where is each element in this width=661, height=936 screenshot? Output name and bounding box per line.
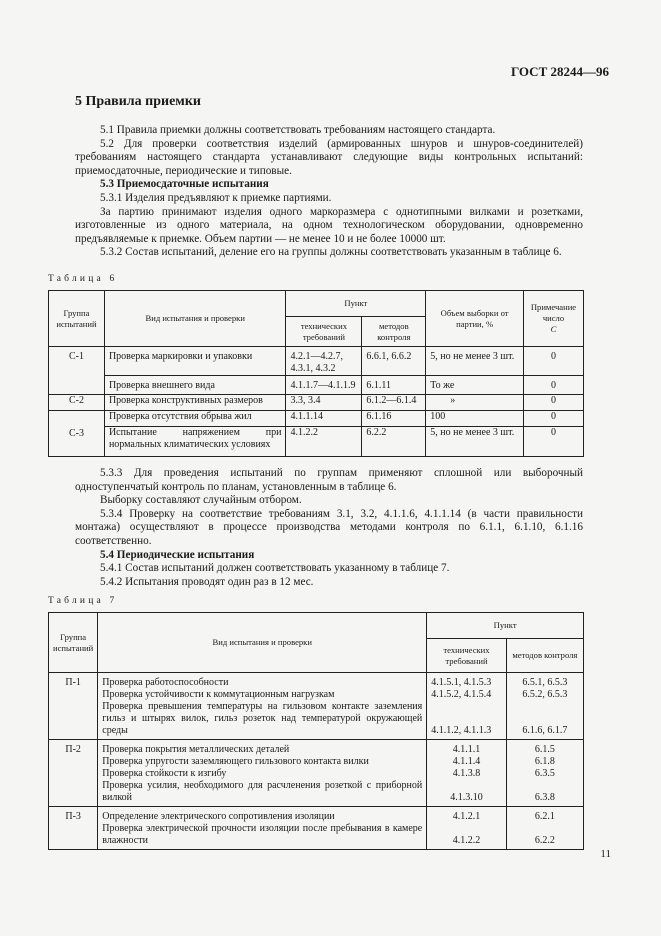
t6-h-group: Группа испытаний <box>49 291 105 347</box>
para-5-4-2: 5.4.2 Испытания проводят один раз в 12 мес. <box>100 575 314 588</box>
para-5-3-1: 5.3.1 Изделия предъявляют к приемке партиями. <box>100 191 332 204</box>
table-6 <box>48 290 584 457</box>
table-row: С-3 Проверка отсутствия обрыва жил 4.1.1.14 6.1.16 100 0 <box>49 411 584 427</box>
heading-5-3: 5.3 Приемосдаточные испытания <box>100 178 269 191</box>
t6-h-kind: Вид испытания и проверки <box>104 291 286 347</box>
page-number: 11 <box>600 848 611 860</box>
text-block-1 <box>75 124 583 260</box>
t6-h-note-1: Примечание <box>530 302 577 312</box>
para-5-3-2: 5.3.2 Состав испытаний, деление его на группы должны соответствовать указанным в таблице 6. <box>100 246 562 259</box>
table-row: С-2 Проверка конструктивных размеров 3.3, 3.4 6.1.2—6.1.4 » 0 <box>49 395 584 411</box>
table-7 <box>48 612 584 850</box>
t7-h-meth: методов контроля <box>506 639 583 673</box>
table-row: П-1 Проверка работоспособности Проверка устойчивости к коммутационным нагрузкам Проверка превышения температуры на гильзовом контакте заземления гильз и штырях вилок, гильз розеток над температурой окружающей среды 4.1.5.1, 4.1.5.3 4.1.5.2, 4.1.5.4 4.1.1.2, 4.1.1.3 6.5.1, 6.5.3 6.5.2, 6.5.3 6.1.6, 6.1.7 <box>49 673 584 740</box>
table-row: П-2 Проверка покрытия металлических деталей Проверка упругости заземляющего гильзового контакта вилки Проверка стойкости к изгибу Проверка усилия, необходимого для расчленения розеткой с приборной вилкой 4.1.1.1 4.1.1.4 4.1.3.8 4.1.3.10 6.1.5 6.1.8 6.3.5 6.3.8 <box>49 740 584 807</box>
t6-h-meth: методов контроля <box>362 317 426 347</box>
table-row: С-1 Проверка маркировки и упаковки 4.2.1—4.2.7, 4.3.1, 4.3.2 6.6.1, 6.6.2 5, но не менее 3 шт. 0 <box>49 347 584 376</box>
para-5-3-3b: Выборку составляют случайным отбором. <box>100 494 302 507</box>
para-5-1: 5.1 Правила приемки должны соответствовать требованиям настоящего стандарта. <box>100 124 496 136</box>
t6-h-punkt: Пункт <box>286 291 426 317</box>
table6-caption: Таблица 6 <box>48 274 118 284</box>
para-5-3-1b: За партию принимают изделия одного маркоразмера с однотипными вилками и розетками, изготовленные из одного материала, на одном технологическом оборудовании, одновременно предъявляемые к приемке. Объем партии — не менее 10 и не более 10000 шт. <box>75 205 583 245</box>
t6-h-note-2: число <box>542 313 565 323</box>
t6-h-vol: Объем выборки от партии, % <box>426 291 524 347</box>
document-id: ГОСТ 28244—96 <box>510 64 609 79</box>
t6-h-req: технических требований <box>286 317 362 347</box>
table-row: Проверка внешнего вида 4.1.1.7—4.1.1.9 6.1.11 То же 0 <box>49 376 584 395</box>
para-5-4-1: 5.4.1 Состав испытаний должен соответствовать указанному в таблице 7. <box>100 562 450 575</box>
t7-h-group: Группа испытаний <box>49 613 98 673</box>
table-row: П-3 Определение электрического сопротивления изоляции Проверка электрической прочности изоляции после пребывания в камере влажности 4.1.2.1 4.1.2.2 6.2.1 6.2.2 <box>49 807 584 850</box>
t6-h-note-3: C <box>550 324 557 334</box>
t7-h-kind: Вид испытания и проверки <box>98 613 427 673</box>
table-row: Испытание напряжением при нормальных климатических условиях 4.1.2.2 6.2.2 5, но не менее 3 шт. 0 <box>49 427 584 457</box>
heading-5-4: 5.4 Периодические испытания <box>100 548 255 561</box>
text-block-2 <box>75 467 583 589</box>
t7-h-req: технических требований <box>427 639 506 673</box>
para-5-3-4: 5.3.4 Проверку на соответствие требованиям 3.1, 3.2, 4.1.1.6, 4.1.1.14 (в части правильности монтажа) осуществляют в процессе производства методами контроля по 6.1.1, 6.1.10, 6.1.16 соответственно. <box>75 507 583 547</box>
t6-h-note <box>523 291 583 347</box>
para-5-2: 5.2 Для проверки соответствия изделий (армированных шнуров и шнуров-соединителей) требованиям настоящего стандарта устанавливают следующие виды контрольных испытаний: приемосдаточные, периодические и типовые. <box>75 137 583 177</box>
section-title: 5 Правила приемки <box>75 94 201 109</box>
table7-caption: Таблица 7 <box>48 596 118 606</box>
t7-h-punkt: Пункт <box>427 613 584 639</box>
para-5-3-3: 5.3.3 Для проведения испытаний по группам применяют сплошной или выборочный одноступенчатый контроль по планам, установленным в таблице 6. <box>75 467 583 493</box>
